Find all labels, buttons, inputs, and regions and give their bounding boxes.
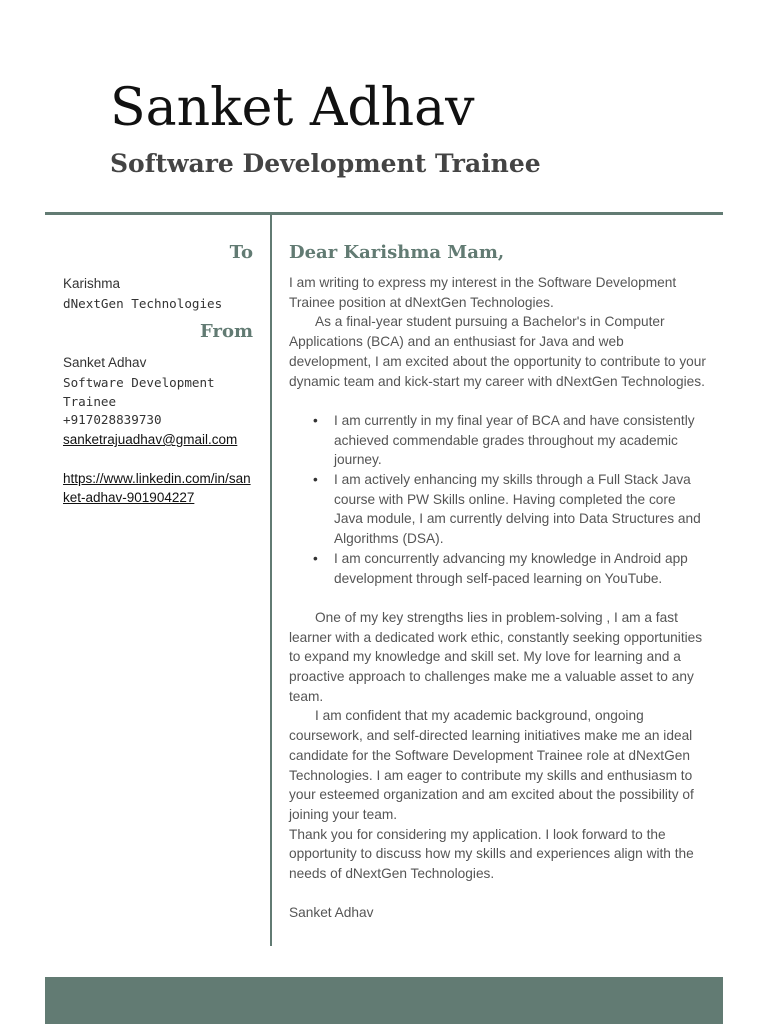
sender-role: Software Development Trainee <box>63 375 215 409</box>
list-item: • I am actively enhancing my skills through a Full Stack Java course with PW Skills online. Having completed the core Java module, I am currently delving into Data Structures and Algorithms (DSA). <box>334 470 707 549</box>
sender-name: Sanket Adhav <box>63 355 147 370</box>
sender-email-link[interactable] <box>63 430 255 449</box>
achievements-list <box>289 411 707 588</box>
header-divider <box>45 212 723 215</box>
list-item: • I am concurrently advancing my knowledge in Android app development through self-paced learning on YouTube. <box>334 549 707 588</box>
from-heading: From <box>200 321 253 342</box>
to-heading: To <box>229 242 253 263</box>
letter-greeting: Dear Karishma Mam, <box>289 242 505 263</box>
background-paragraph: As a final-year student pursuing a Bachelor's in Computer Applications (BCA) and an enthusiast for Java and web development, I am excited about the opportunity to contribute to your dynamic team and kick-start my career with dNextGen Technologies. <box>289 314 706 389</box>
sender-linkedin-link[interactable] <box>63 469 251 507</box>
applicant-role: Software Development Trainee <box>110 149 541 178</box>
recipient-company: dNextGen Technologies <box>63 296 223 311</box>
strengths-paragraph: One of my key strengths lies in problem-solving , I am a fast learner with a dedicated work ethic, constantly seeking opportunities to expand my knowledge and skill set. My love for learning and a proactive approach to challenges make me a valuable asset to any team. <box>289 609 703 704</box>
confidence-paragraph: I am confident that my academic background, ongoing coursework, and self-directed learning initiatives make me an ideal candidate for the Software Development Trainee role at dNextGen Technologies. I am eager to contribute my skills and enthusiasm to your esteemed organization and am excited about the possibility of joining your team. <box>289 708 694 822</box>
applicant-name: Sanket Adhav <box>110 78 475 138</box>
column-divider <box>270 215 272 946</box>
intro-paragraph: I am writing to express my interest in the Software Development Trainee position at dNextGen Technologies. <box>289 275 677 310</box>
linkedin-link-text[interactable]: https://www.linkedin.com/in/sanket-adhav-901904227 <box>63 471 251 505</box>
footer-bar <box>45 977 723 1024</box>
email-link-text[interactable]: sanketrajuadhav@gmail.com <box>63 432 238 447</box>
recipient-name: Karishma <box>63 276 121 291</box>
closing-paragraph: Thank you for considering my application. I look forward to the opportunity to discuss how my skills and experiences align with the needs of dNextGen Technologies. <box>289 826 694 882</box>
letter-body <box>289 273 707 923</box>
sender-phone: +917028839730 <box>63 412 162 427</box>
list-item: • I am currently in my final year of BCA and have consistently achieved commendable grades throughout my academic journey. <box>334 411 707 470</box>
signoff-name: Sanket Adhav <box>289 905 374 921</box>
